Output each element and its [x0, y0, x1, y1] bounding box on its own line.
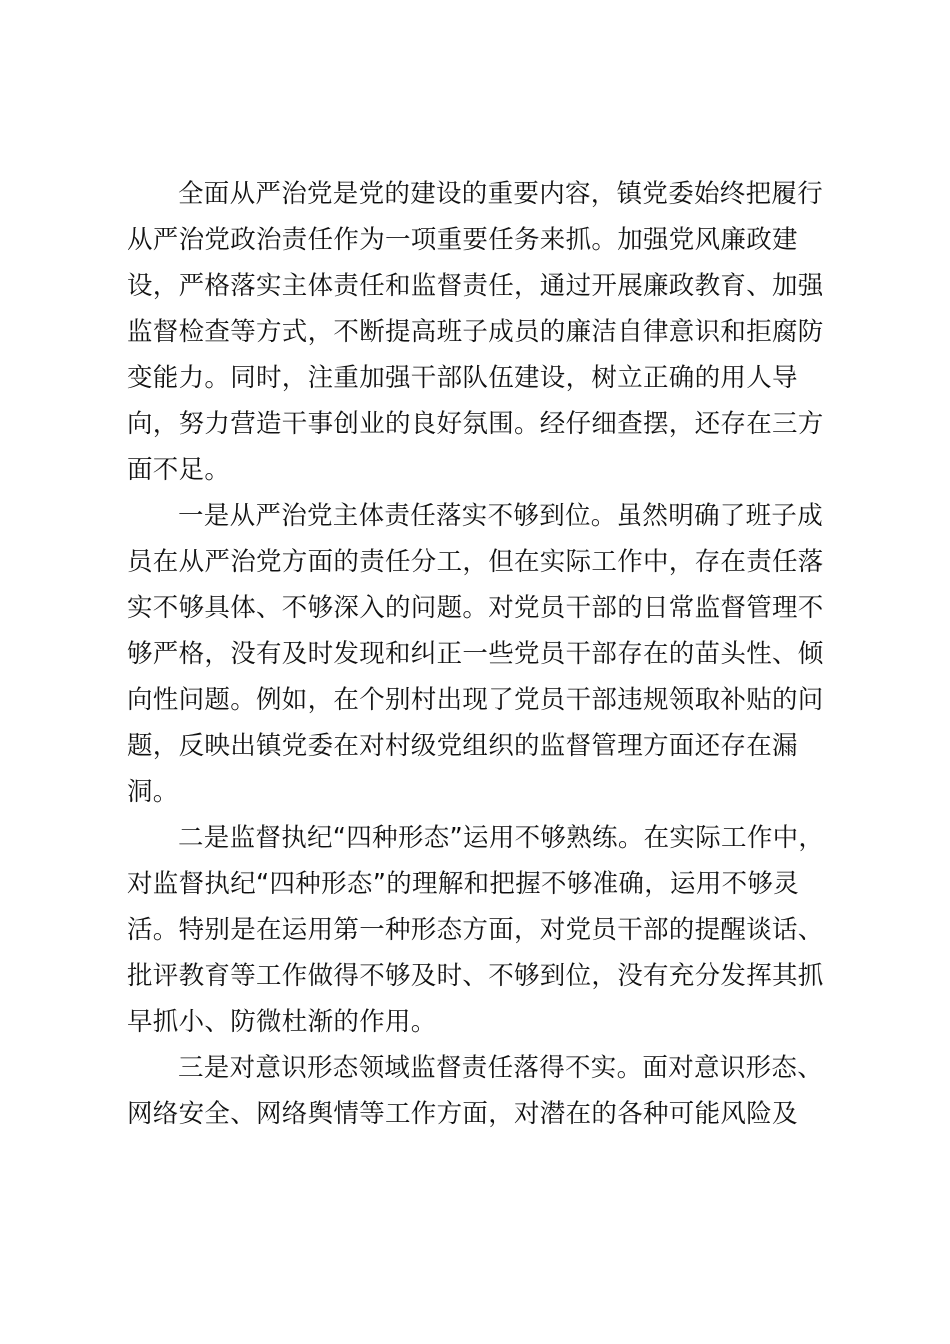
text-line: 三是对意识形态领域监督责任落得不实。面对意识形态、: [178, 1053, 824, 1083]
text-line: 监督检查等方式，不断提高班子成员的廉洁自律意识和拒腐防: [127, 317, 824, 347]
text-line: 向性问题。例如，在个别村出现了党员干部违规领取补贴的问: [127, 685, 824, 715]
paragraph-point-one: [127, 493, 823, 815]
text-line: 对监督执纪“四种形态”的理解和把握不够准确，运用不够灵: [127, 869, 800, 899]
text-line: 员在从严治党方面的责任分工，但在实际工作中，存在责任落: [127, 547, 824, 577]
text-line: 二是监督执纪“四种形态”运用不够熟练。在实际工作中，: [178, 823, 825, 853]
text-line: 够严格，没有及时发现和纠正一些党员干部存在的苗头性、倾: [127, 639, 824, 669]
text-line: 设，严格落实主体责任和监督责任，通过开展廉政教育、加强: [127, 271, 824, 301]
text-line: 面不足。: [127, 455, 231, 485]
text-line: 变能力。同时，注重加强干部队伍建设，树立正确的用人导: [127, 363, 798, 393]
text-line: 全面从严治党是党的建设的重要内容，镇党委始终把履行: [178, 179, 824, 209]
text-line: 一是从严治党主体责任落实不够到位。虽然明确了班子成: [178, 501, 824, 531]
text-line: 批评教育等工作做得不够及时、不够到位，没有充分发挥其抓: [127, 961, 824, 991]
text-line: 活。特别是在运用第一种形态方面，对党员干部的提醒谈话、: [127, 915, 824, 945]
text-line: 向，努力营造干事创业的良好氛围。经仔细查摆，还存在三方: [127, 409, 824, 439]
document-body: [127, 171, 823, 1137]
text-line: 网络安全、网络舆情等工作方面，对潜在的各种可能风险及: [127, 1099, 798, 1129]
text-line: 实不够具体、不够深入的问题。对党员干部的日常监督管理不: [127, 593, 824, 623]
text-line: 早抓小、防微杜渐的作用。: [127, 1007, 437, 1037]
text-line: 从严治党政治责任作为一项重要任务来抓。加强党风廉政建: [127, 225, 798, 255]
text-line: 题，反映出镇党委在对村级党组织的监督管理方面还存在漏: [127, 731, 798, 761]
paragraph-point-three: [127, 1045, 823, 1137]
text-line: 洞。: [127, 777, 179, 807]
paragraph-point-two: [127, 815, 823, 1045]
paragraph-intro: [127, 171, 823, 493]
